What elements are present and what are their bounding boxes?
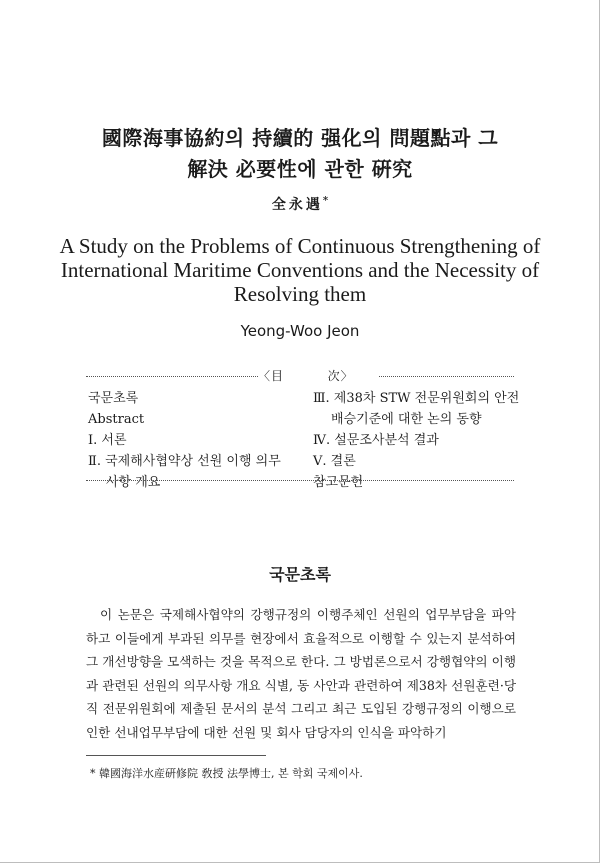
title-english-line-1: A Study on the Problems of Continuous Strengthening of: [59, 234, 541, 258]
abstract-heading: 국문초록: [269, 565, 331, 584]
toc-item[interactable]: Ⅳ. 설문조사분석 결과: [313, 433, 439, 448]
abstract-body: [86, 603, 516, 744]
footnote: [90, 765, 363, 781]
title-korean-line-2: 解決 必要性에 관한 硏究: [187, 157, 413, 181]
title-korean-line-1: 國際海事協約의 持續的 强化의 問題點과 그: [101, 126, 499, 150]
footnote-mark: *: [90, 767, 96, 780]
footnote-text: 韓國海洋水産硏修院 敎授 法學博士, 본 학회 국제이사.: [99, 767, 363, 780]
toc-label-right: 次〉: [327, 369, 354, 383]
toc-item[interactable]: Ⅱ. 국제해사협약상 선원 이행 의무: [88, 454, 281, 469]
author-korean-name: 全永遇: [271, 197, 323, 213]
toc-item-continuation[interactable]: 배승기준에 대한 논의 동향: [331, 412, 482, 427]
toc-item[interactable]: Ⅴ. 결론: [313, 454, 356, 469]
toc-item[interactable]: Ⅲ. 제38차 STW 전문위원회의 안전: [313, 391, 520, 406]
toc-label: [258, 367, 378, 384]
toc-item-continuation[interactable]: 사항 개요: [106, 475, 161, 490]
toc-item[interactable]: 참고문헌: [313, 475, 364, 490]
toc-bottom-rule: [86, 480, 514, 481]
abstract-paragraph: 이 논문은 국제해사협약의 강행규정의 이행주체인 선원의 업무부담을 파악하고 이들에게 부과된 의무를 현장에서 효율적으로 이행할 수 있는지 분석하여 그 개선방향을 모색하는 것을 목적으로 한다. 그 방법론으로서 강행협약의 이행과 관련된 선원의 의무사항 개요 식별, 동 사안과 관련하여 제38차 선원훈련·당직 전문위원회에 제출된 문서의 분석 그리고 최근 도입된 강행규정의 이행으로 인한 선내업무부담에 대한 선원 및 회사 담당자의 인식을 파악하기: [86, 607, 516, 740]
toc-right-column: [313, 388, 518, 493]
toc-item[interactable]: Ⅰ. 서론: [88, 433, 127, 448]
toc-item[interactable]: Abstract: [88, 412, 145, 427]
footnote-rule: [86, 755, 266, 756]
toc-item[interactable]: 국문초록: [88, 391, 139, 406]
title-english-line-3: Resolving them: [233, 282, 367, 306]
author-english: Yeong-Woo Jeon: [240, 322, 360, 340]
title-english-line-2: International Maritime Conventions and the Necessity of: [60, 258, 540, 282]
toc-label-left: 〈目: [258, 369, 285, 383]
author-footnote-mark: *: [322, 195, 329, 207]
toc-left-column: [88, 388, 306, 493]
author-korean: [0, 194, 600, 214]
